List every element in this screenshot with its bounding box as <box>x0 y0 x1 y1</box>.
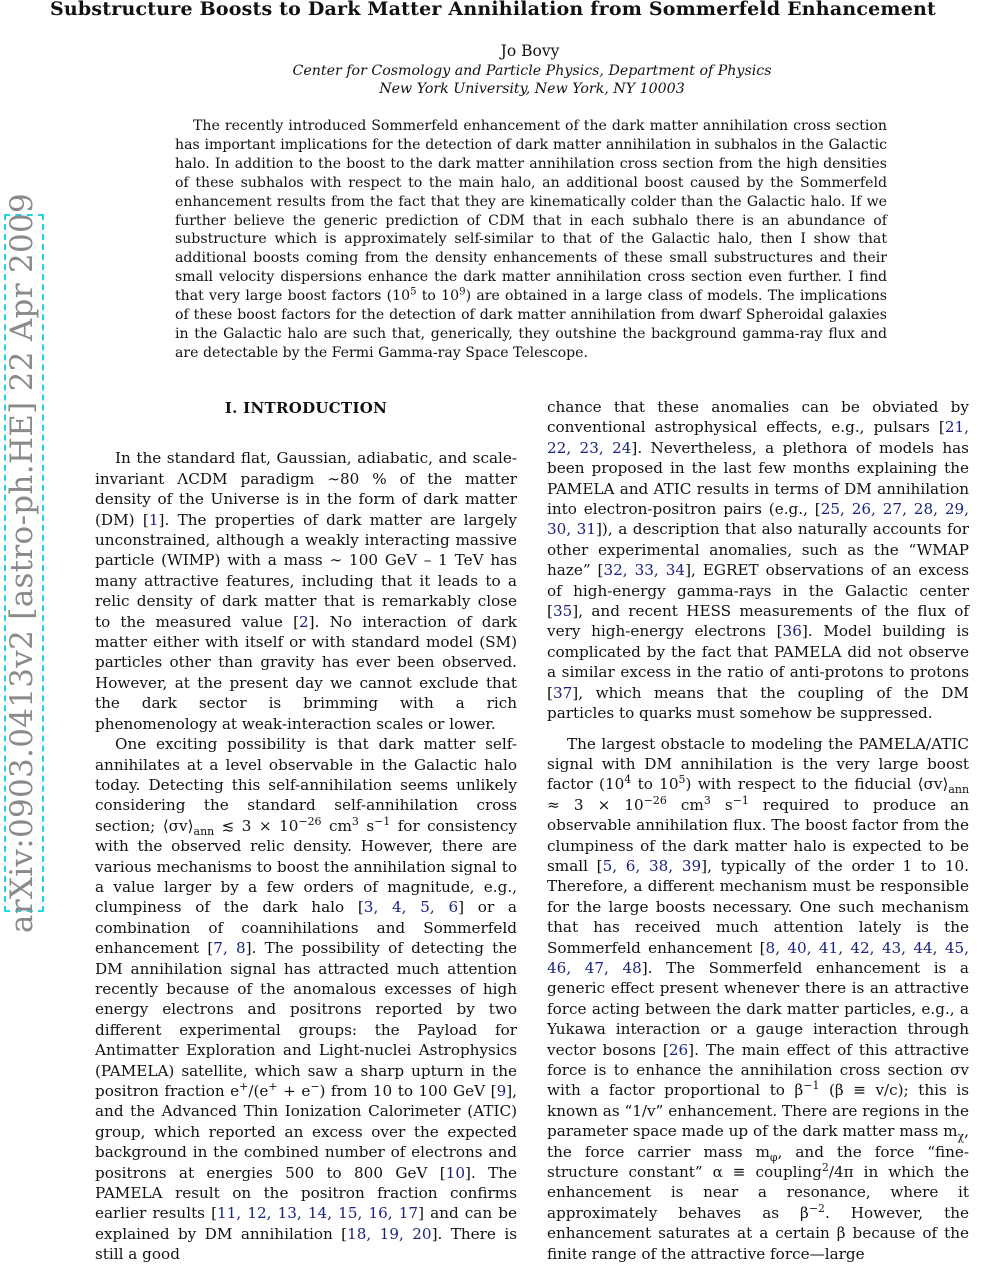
citation-link[interactable]: 36 <box>782 622 802 641</box>
citation-link[interactable]: 37 <box>552 683 573 702</box>
arxiv-stamp-text[interactable]: arXiv:0903.0413v2 [astro-ph.HE] 22 Apr 2009 <box>4 192 40 934</box>
author-name: Jo Bovy <box>500 42 560 60</box>
intro-paragraph-2-continued: chance that these anomalies can be obviated by conventional astrophysical effects, e.g., pulsars [21, 22, 23, 24]. Nevertheless, a plethora of models has been proposed in the last few months explaining the PAMELA and ATIC results in terms of DM annihilation into electron-positron pairs (e.g., [25, 26, 27, 28, 29, 30, 31]), a description that also naturally accounts for other experimental anomalies, such as the “WMAP haze” [32, 33, 34], EGRET observations of an excess of high-energy gamma-rays in the Galactic center [35], and recent HESS measurements of the flux of very high-energy electrons [36]. Model building is complicated by the fact that PAMELA did not observe a similar excess in the ratio of anti-protons to protons [37], which means that the coupling of the DM particles to quarks must somehow be suppressed. <box>547 398 969 723</box>
citation-link[interactable]: 18, 19, 20 <box>347 1224 432 1243</box>
paper-title: Substructure Boosts to Dark Matter Annihilation from Sommerfeld Enhancement <box>49 0 936 20</box>
intro-paragraph-3: The largest obstacle to modeling the PAMELA/ATIC signal with DM annihilation is the very large boost factor ($10^4$ to $10^5$) with respect to the fiducial $⟨\sigma v⟩_{ann} \approx 3 \times 10^{-26}$ $cm^3$ $s^{-1}$ required to produce an observable annihilation flux. The boost factor from the clumpiness of the dark matter halo is expected to be small [5, 6, 38, 39], typically of the order 1 to 10. Therefore, a different mechanism must be responsible for the large boosts necessary. One such mechanism that has received much attention lately is the Sommerfeld enhancement [8, 40, 41, 42, 43, 44, 45, 46, 47, 48]. The Sommerfeld enhancement is a generic effect present whenever there is an attractive force acting between the dark matter particles, e.g., a Yukawa interaction or a gauge interaction through vector bosons [26]. The main effect of this attractive force is to enhance the annihilation cross section σv with a factor proportional to $\beta^{-1}$ (β ≡ v/c); this is known as “1/v” enhancement. There are regions in the parameter space made up of the dark matter mass $m_\chi$, the force carrier mass $m_\varphi$, and the force “fine-structure constant” α ≡ coupling$^2$/4π in which the enhancement is near a resonance, where it approximately behaves as $\beta^{-2}$. However, the enhancement saturates at a certain β because of the finite range of the attractive force—large <box>547 734 969 1263</box>
citation-link[interactable]: 11, 12, 13, 14, 15, 16, 17 <box>217 1204 419 1223</box>
citation-link[interactable]: 3, 4, 5, 6 <box>363 898 459 917</box>
citation-link[interactable]: 9 <box>496 1082 507 1100</box>
citation-link[interactable]: 10 <box>445 1163 466 1182</box>
right-column <box>547 397 969 1264</box>
citation-link[interactable]: 5, 6, 38, 39 <box>602 856 702 875</box>
citation-link[interactable]: 8, 40, 41, 42, 43, 44, 45, 46, 47, 48 <box>547 938 969 977</box>
intro-paragraph-1: In the standard flat, Gaussian, adiabatic, and scale-invariant ΛCDM paradigm ∼80 % of the matter density of the Universe is in the form of dark matter (DM) [1]. The properties of dark matter are largely unconstrained, although a weakly interacting massive particle (WIMP) with a mass ∼ 100 GeV – 1 TeV has many attractive features, including that it leads to a relic density of dark matter that is remarkably close to the measured value [2]. No interaction of dark matter either with itself or with standard model (SM) particles other than gravity has ever been observed. However, at the present day we cannot exclude that the dark sector is brimming with a rich phenomenology at weak-interaction scales or lower. <box>95 449 517 733</box>
abstract-paragraph: The recently introduced Sommerfeld enhancement of the dark matter annihilation cross section has important implications for the detection of dark matter annihilation in subhalos in the Galactic halo. In addition to the boost to the dark matter annihilation cross section from the high densities of these subhalos with respect to the main halo, an additional boost caused by the Sommerfeld enhancement results from the fact that they are kinematically colder than the Galactic halo. If we further believe the generic prediction of CDM that in each subhalo there is an abundance of substructure which is approximately self-similar to that of the Galactic halo, then I show that additional boosts coming from the density enhancements of these small substructures and their small velocity dispersions enhance the dark matter annihilation cross section even further. I find that very large boost factors ($10^5$ to $10^9$) are obtained in a large class of models. The implications of these boost factors for the detection of dark matter annihilation from dwarf Spheroidal galaxies in the Galactic halo are such that, generically, they outshine the background gamma-ray flux and are detectable by the Fermi Gamma-ray Space Telescope. <box>175 118 887 361</box>
affiliation-line-1: Center for Cosmology and Particle Physics, Department of Physics <box>292 63 772 79</box>
abstract <box>175 117 887 363</box>
citation-link[interactable]: 32, 33, 34 <box>603 561 686 580</box>
affiliation-line-2: New York University, New York, NY 10003 <box>379 81 685 97</box>
left-column <box>95 397 517 1265</box>
intro-paragraph-2: One exciting possibility is that dark matter self-annihilates at a level observable in the Galactic halo today. Detecting this self-annihilation seems unlikely considering the standard self-annihilation cross section; $⟨\sigma v⟩_{ann}$ ≲ $3 \times 10^{-26}$ $cm^3$ $s^{-1}$ for consistency with the observed relic density. However, there are various mechanisms to boost the annihilation signal to a value larger by a few orders of magnitude, e.g., clumpiness of the dark halo [3, 4, 5, 6] or a combination of coannihilations and Sommerfeld enhancement [7, 8]. The possibility of detecting the DM annihilation signal has attracted much attention recently because of the anomalous excesses of high energy electrons and positrons reported by two different experimental groups: the Payload for Antimatter Exploration and Light-nuclei Astrophysics (PAMELA) satellite, which saw a sharp upturn in the positron fraction e+/(e+ + e−) from 10 to 100 GeV [9], and the Advanced Thin Ionization Calorimeter (ATIC) group, which reported an excess over the expected background in the combined number of electrons and positrons at energies 500 to 800 GeV [10]. The PAMELA result on the positron fraction confirms earlier results [11, 12, 13, 14, 15, 16, 17] and can be explained by DM annihilation [18, 19, 20]. There is still a good <box>95 735 518 1264</box>
section-heading: I. INTRODUCTION <box>224 399 388 417</box>
citation-link[interactable]: 1 <box>148 510 159 529</box>
citation-link[interactable]: 21, 22, 23, 24 <box>547 418 969 457</box>
citation-link[interactable]: 25, 26, 27, 28, 29, 30, 31 <box>547 500 969 539</box>
citation-link[interactable]: 2 <box>299 612 309 631</box>
citation-link[interactable]: 35 <box>552 602 573 621</box>
citation-link[interactable]: 7, 8 <box>213 939 246 958</box>
citation-link[interactable]: 26 <box>668 1040 689 1059</box>
